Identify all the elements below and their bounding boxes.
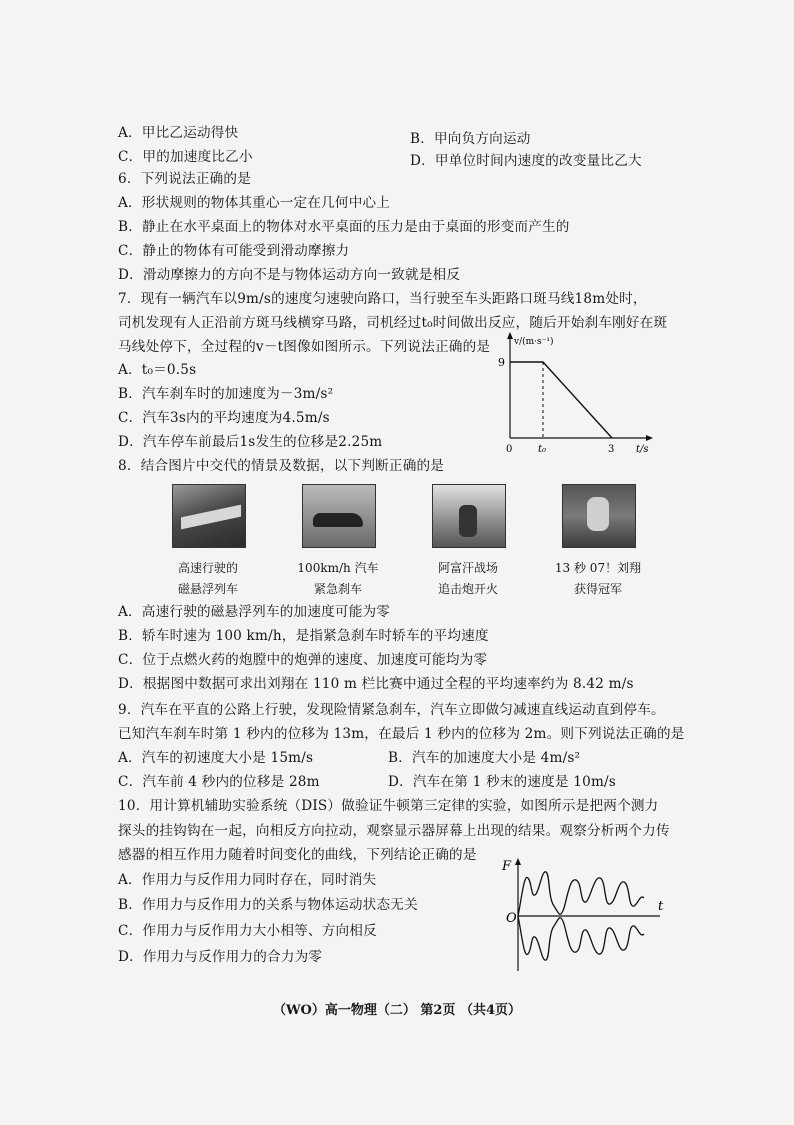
hurdler-photo (562, 484, 636, 548)
q10-stem-line2: 探头的挂钩钩在一起，向相反方向拉动，观察显示器屏幕上出现的结果。观察分析两个力传 (118, 823, 670, 839)
car-body-icon (313, 513, 363, 527)
q8-stem: 8．结合图片中交代的情景及数据，以下判断正确的是 (118, 458, 445, 474)
q9-stem-line2: 已知汽车刹车时第 1 秒内的位移为 13m，在最后 1 秒内的位移为 2m。则下列说法正确的是 (118, 726, 685, 742)
caption-car-line2: 紧急刹车 (313, 582, 362, 596)
caption-car-line1: 100km/h 汽车 (297, 561, 379, 575)
vt-y-arrow-icon (507, 332, 513, 339)
caption-mortar-line2: 追击炮开火 (437, 582, 498, 596)
q9-option-b: B．汽车的加速度大小是 4m/s² (388, 750, 581, 766)
q7-stem-line3: 马线处停下，全过程的v－t图像如图所示。下列说法正确的是 (118, 339, 491, 355)
q7-option-d: D．汽车停车前最后1s发生的位移是2.25m (118, 434, 383, 450)
q9-option-c: C．汽车前 4 秒内的位移是 28m (118, 774, 320, 790)
q9-option-a: A．汽车的初速度大小是 15m/s (118, 750, 314, 766)
q10-stem-line3: 感器的相互作用力随着时间变化的曲线，下列结论正确的是 (118, 847, 477, 863)
caption-maglev (153, 560, 263, 597)
ft-lower-curve (518, 916, 644, 960)
q8-option-d: D．根据图中数据可求出刘翔在 110 m 栏比赛中通过全程的平均速率约为 8.42 m/s (118, 676, 634, 692)
caption-hurdler (543, 560, 653, 597)
caption-maglev-line1: 高速行驶的 (177, 561, 238, 575)
vt-graph (490, 330, 670, 455)
q6-option-b: B．静止在水平桌面上的物体对水平桌面的压力是由于桌面的形变而产生的 (118, 219, 570, 235)
vt-origin: 0 (506, 444, 513, 455)
q10-option-d: D．作用力与反作用力的合力为零 (118, 949, 323, 965)
q8-option-c: C．位于点燃火药的炮膛中的炮弹的速度、加速度可能均为零 (118, 652, 488, 668)
caption-hurdler-line1: 13 秒 07！刘翔 (554, 561, 642, 575)
ft-xlabel: t (658, 899, 664, 914)
q9-option-d: D．汽车在第 1 秒末的速度是 10m/s (388, 774, 616, 790)
vt-ytick-9: 9 (498, 356, 505, 369)
soldier-icon (459, 505, 477, 537)
vt-curve (510, 362, 612, 438)
vt-t0-tick: t₀ (538, 444, 547, 455)
vt-xlabel: t/s (636, 444, 649, 455)
q7-option-c: C．汽车3s内的平均速度为4.5m/s (118, 410, 330, 426)
q9-stem-line1: 9．汽车在平直的公路上行驶，发现险情紧急刹车，汽车立即做匀减速直线运动直到停车。 (118, 702, 665, 718)
q6-option-a: A．形状规则的物体其重心一定在几何中心上 (118, 195, 391, 211)
caption-maglev-line2: 磁悬浮列车 (177, 582, 238, 596)
q5-option-a: A．甲比乙运动得快 (118, 125, 239, 141)
braking-car-photo (302, 484, 376, 548)
q7-option-b: B．汽车刹车时的加速度为－3m/s² (118, 386, 334, 402)
caption-hurdler-line2: 获得冠军 (573, 582, 622, 596)
ft-upper-curve (518, 872, 644, 916)
q6-option-c: C．静止的物体有可能受到滑动摩擦力 (118, 243, 350, 259)
vt-x-arrow-icon (646, 435, 653, 441)
vt-t3-tick: 3 (608, 444, 615, 455)
q10-option-a: A．作用力与反作用力同时存在，同时消失 (118, 872, 377, 888)
q10-option-c: C．作用力与反作用力大小相等、方向相反 (118, 923, 377, 939)
caption-car (283, 560, 393, 597)
ft-ylabel: F (502, 859, 512, 874)
q5-option-c: C．甲的加速度比乙小 (118, 149, 253, 165)
q7-option-a: A．t₀＝0.5s (118, 362, 197, 378)
vt-ylabel: v/(m·s⁻¹) (514, 337, 554, 347)
maglev-train-photo (172, 484, 246, 548)
ft-graph (498, 856, 668, 976)
q10-stem-line1: 10．用计算机辅助实验系统（DIS）做验证牛顿第三定律的实验，如图所示是把两个测力 (118, 798, 659, 814)
q8-option-a: A．高速行驶的磁悬浮列车的加速度可能为零 (118, 604, 391, 620)
q7-stem-line2: 司机发现有人正沿前方斑马线横穿马路，司机经过t₀时间做出反应，随后开始刹车刚好在斑 (118, 315, 668, 331)
caption-mortar-line1: 阿富汗战场 (437, 561, 498, 575)
ft-y-arrow-icon (515, 858, 521, 865)
q8-option-b: B．轿车时速为 100 km/h，是指紧急刹车时轿车的平均速度 (118, 628, 489, 644)
caption-mortar (413, 560, 523, 597)
q5-option-d: D．甲单位时间内速度的改变量比乙大 (410, 153, 642, 169)
q6-stem: 6．下列说法正确的是 (118, 171, 251, 187)
q7-stem-line1: 7．现有一辆汽车以9m/s的速度匀速驶向路口，当行驶至车头距路口斑马线18m处时， (118, 291, 647, 307)
runner-icon (587, 497, 609, 531)
mortar-fire-photo (432, 484, 506, 548)
train-body-icon (181, 505, 241, 530)
q5-option-b: B．甲向负方向运动 (410, 131, 531, 147)
q10-option-b: B．作用力与反作用力的关系与物体运动状态无关 (118, 897, 418, 913)
ft-origin: O (506, 911, 517, 926)
q6-option-d: D．滑动摩擦力的方向不是与物体运动方向一致就是相反 (118, 267, 461, 283)
page-footer: （WO）高一物理（二） 第2页 （共4页） (272, 1003, 522, 1018)
